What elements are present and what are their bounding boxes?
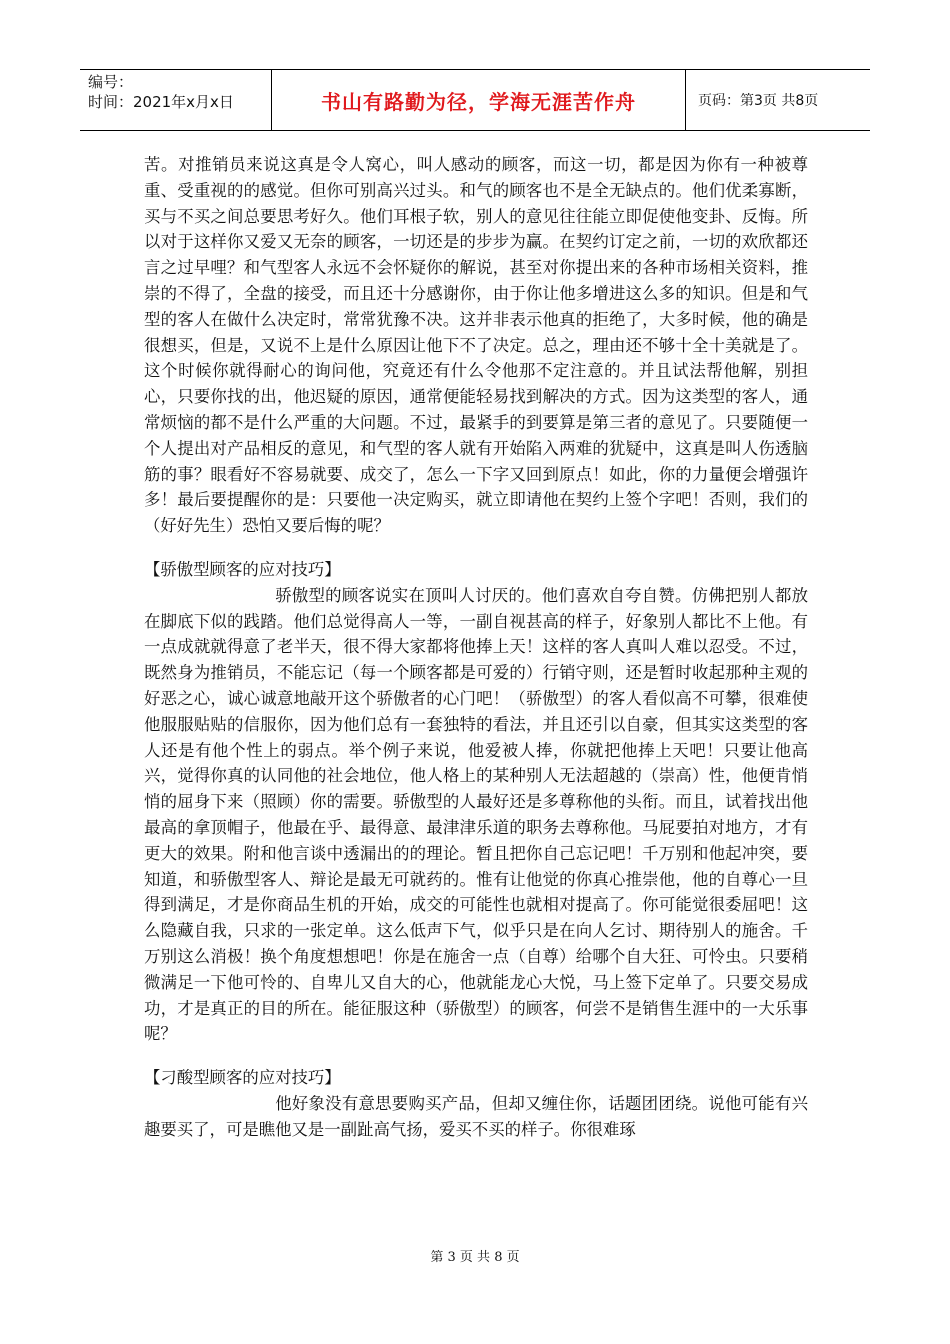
body-paragraph: 苦。对推销员来说这真是令人窝心，叫人感动的顾客，而这一切，都是因为你有一种被尊重、受重视的的感觉。但你可别高兴过头。和气的顾客也不是全无缺点的。他们优柔寡断，买与不买之间总要思考好久。他们耳根子软，别人的意见往往能立即促使他变卦、反悔。所以对于这样你又爱又无奈的顾客，一切还是的步步为赢。在契约订定之前，一切的欢欣都还言之过早哩？和气型客人永远不会怀疑你的解说，甚至对你提出来的各种市场相关资料，推崇的不得了，全盘的接受，而且还十分感谢你，由于你让他多增进这么多的知识。但是和气型的客人在做什么决定时，常常犹豫不决。这并非表示他真的拒绝了，大多时候，他的确是很想买，但是，又说不上是什么原因让他下不了决定。总之，理由还不够十全十美就是了。这个时候你就得耐心的询问他，究竟还有什么令他那不定注意的。并且试法帮他解，别担心，只要你找的出，他迟疑的原因，通常便能轻易找到解决的方式。因为这类型的客人，通常烦恼的都不是什么严重的大问题。不过，最紧手的到要算是第三者的意见了。只要随便一个人提出对产品相反的意见，和气型的客人就有开始陷入两难的犹疑中，这真是叫人伤透脑筋的事？眼看好不容易就要、成交了，怎么一下字又回到原点！如此，你的力量便会增强许多！最后要提醒你的是：只要他一决定购买，就立即请他在契约上签个字吧！否则，我们的（好好先生）恐怕又要后悔的呢？	[144, 155, 808, 536]
section-heading: 【骄傲型顾客的应对技巧】	[144, 559, 341, 579]
page-footer: 第 3 页 共 8 页	[430, 1250, 520, 1265]
page-header	[80, 69, 870, 131]
header-page-info: 页码：第3页 共8页	[698, 93, 819, 109]
document-body	[144, 152, 808, 1142]
doc-number-label: 编号：	[88, 73, 134, 91]
header-motto: 书山有路勤为径，学海无涯苦作舟	[272, 70, 686, 130]
section-heading: 【刁酸型顾客的应对技巧】	[144, 1068, 341, 1088]
header-meta	[80, 70, 272, 130]
body-paragraph: 他好象没有意思要购买产品，但却又缠住你，话题团团绕。说他可能有兴趣要买了，可是瞧他又是一副趾高气扬，爱买不买的样子。你很难琢	[144, 1093, 808, 1139]
doc-time-label: 时间：2021年x月x日	[88, 93, 234, 111]
body-paragraph: 骄傲型的顾客说实在顶叫人讨厌的。他们喜欢自夸自赞。仿佛把别人都放在脚底下似的践踏。他们总觉得高人一等，一副自视甚高的样子，好象别人都比不上他。有一点成就就得意了老半天，很不得大家都将他捧上天！这样的客人真叫人难以忍受。不过，既然身为推销员，不能忘记（每一个顾客都是可爱的）行销守则，还是暂时收起那种主观的好恶之心，诚心诚意地敲开这个骄傲者的心门吧！（骄傲型）的客人看似高不可攀，很难使他服服贴贴的信服你，因为他们总有一套独特的看法，并且还引以自豪，但其实这类型的客人还是有他个性上的弱点。举个例子来说，他爱被人捧，你就把他捧上天吧！只要让他高兴，觉得你真的认同他的社会地位，他人格上的某种别人无法超越的（崇高）性，他便肯悄悄的屈身下来（照顾）你的需要。骄傲型的人最好还是多尊称他的头衔。而且，试着找出他最高的拿顶帽子，他最在乎、最得意、最津津乐道的职务去尊称他。马屁要拍对地方，才有更大的效果。附和他言谈中透漏出的的理论。暂且把你自己忘记吧！千万别和他起冲突，要知道，和骄傲型客人、辩论是最无可就药的。惟有让他觉的你真心推崇他，他的自尊心一旦得到满足，才是你商品生机的开始，成交的可能性也就相对提高了。你可能觉很委屈吧！这么隐藏自我，只求的一张定单。这么低声下气，似乎只是在向人乞讨、期待别人的施舍。千万别这么消极！换个角度想想吧！你是在施舍一点（自尊）给哪个自大狂、可怜虫。只要稍微满足一下他可怜的、自卑儿又自大的心，他就能龙心大悦，马上签下定单了。只要交易成功，才是真正的目的所在。能征服这种（骄傲型）的顾客，何尝不是销售生涯中的一大乐事呢？	[144, 585, 808, 1044]
